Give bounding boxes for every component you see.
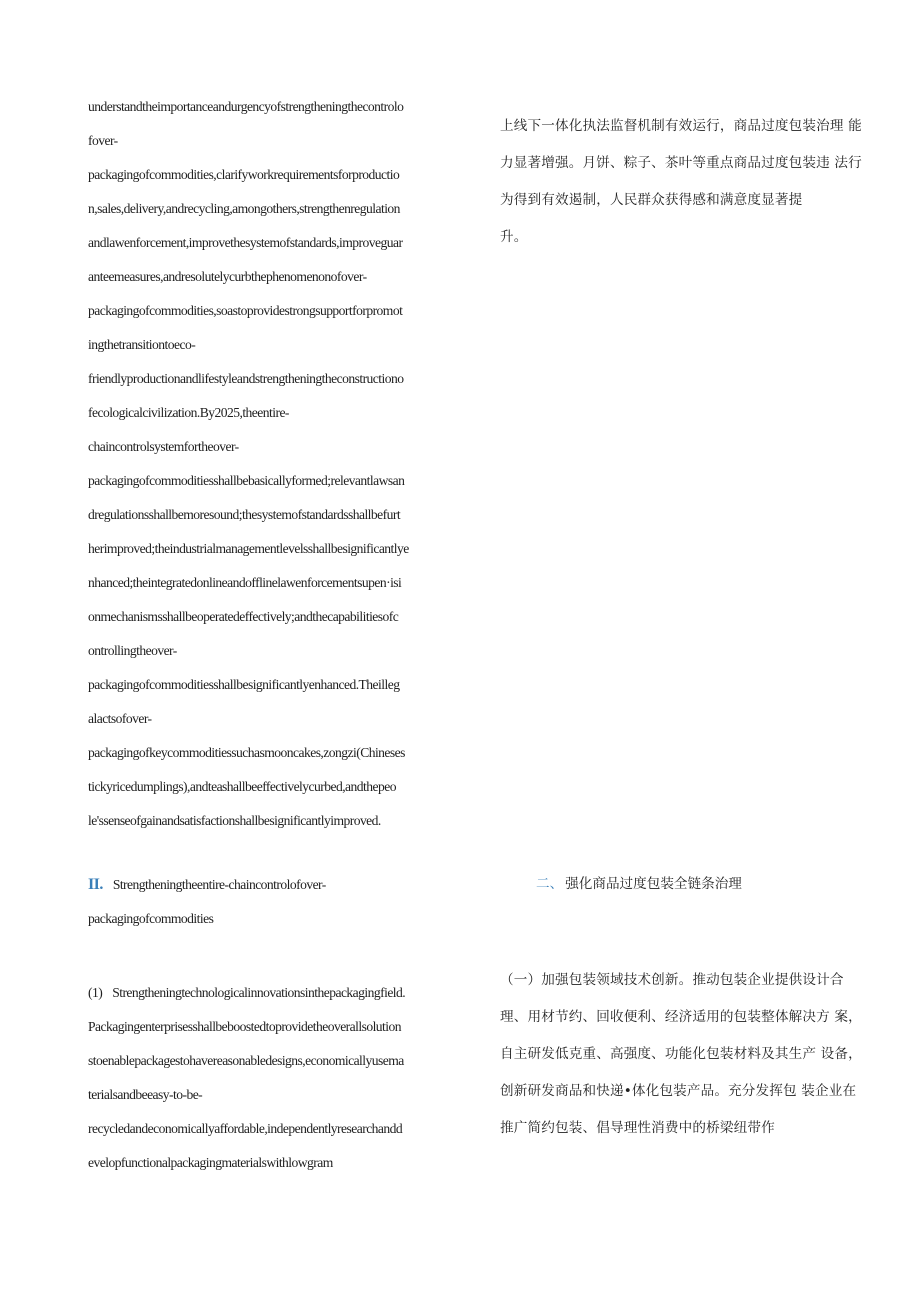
item-line: 自主研发低克重、高强度、功能化包装材料及其生产 设备， bbox=[500, 1046, 862, 1062]
text-line: ontrollingtheover- bbox=[88, 643, 177, 658]
text-line: le'ssenseofgainandsatisfactionshallbesignificantlyimproved. bbox=[88, 813, 381, 828]
text-line: 上线下一体化执法监督机制有效运行，商品过度包装治理 能 bbox=[500, 118, 862, 134]
item-line: Packagingenterprisesshallbeboostedtoprovidetheoverallsolution bbox=[88, 1019, 402, 1034]
section-number: II. bbox=[88, 876, 103, 893]
text-line: alactsofover- bbox=[88, 711, 152, 726]
text-line: n,sales,delivery,andrecycling,amongothers,strengthenregulation bbox=[88, 201, 400, 216]
chinese-item-paragraph bbox=[500, 962, 862, 1147]
heading-line bbox=[88, 868, 326, 902]
item-line: 推广简约包装、倡导理性消费中的桥梁纽带作 bbox=[500, 1120, 775, 1136]
text-line: 为得到有效遏制，人民群众获得感和满意度显著提 bbox=[500, 192, 803, 208]
chinese-section-heading bbox=[536, 866, 742, 902]
item-line: （一）加强包装领域技术创新。推动包装企业提供设计合 bbox=[500, 972, 844, 988]
item-line: 理、用材节约、回收便利、经济适用的包装整体解决方 案， bbox=[500, 1009, 862, 1025]
text-line: andlawenforcement,improvethesystemofstandards,improveguar bbox=[88, 235, 403, 250]
text-line: chaincontrolsystemfortheover- bbox=[88, 439, 239, 454]
item-text: Strengtheningtechnologicalinnovationsinthepackagingfield. bbox=[112, 985, 406, 1000]
item-line: evelopfunctionalpackagingmaterialswithlowgram bbox=[88, 1155, 333, 1170]
text-line: packagingofcommodities,clarifyworkrequirementsforproductio bbox=[88, 167, 400, 182]
english-item-paragraph bbox=[88, 976, 405, 1180]
heading-line: packagingofcommodities bbox=[88, 911, 214, 926]
text-line: friendlyproductionandlifestyleandstrengtheningtheconstructiono bbox=[88, 371, 404, 386]
text-line: packagingofcommoditiesshallbesignificantlyenhanced.Theilleg bbox=[88, 677, 400, 692]
text-line: anteemeasures,andresolutelycurbthephenomenonofover- bbox=[88, 269, 367, 284]
text-line: packagingofcommoditiesshallbebasicallyformed;relevantlawsan bbox=[88, 473, 405, 488]
text-line: packagingofkeycommoditiessuchasmooncakes,zongzi(Chineses bbox=[88, 745, 405, 760]
text-line: fecologicalcivilization.By2025,theentire- bbox=[88, 405, 289, 420]
text-line: packagingofcommodities,soastoprovidestrongsupportforpromot bbox=[88, 303, 403, 318]
text-line: 力显著增强。月饼、粽子、茶叶等重点商品过度包装违 法行 bbox=[500, 155, 862, 171]
item-line: terialsandbeeasy-to-be- bbox=[88, 1087, 203, 1102]
text-line: 升。 bbox=[500, 229, 528, 245]
text-line: dregulationsshallbemoresound;thesystemofstandardsshallbefurt bbox=[88, 507, 401, 522]
item-line: recycledandeconomicallyaffordable,independentlyresearchandd bbox=[88, 1121, 403, 1136]
text-line: tickyricedumplings),andteashallbeeffectivelycurbed,andthepeo bbox=[88, 779, 396, 794]
item-line: stoenablepackagestohavereasonabledesigns,economicallyusema bbox=[88, 1053, 404, 1068]
section-number: 二、 bbox=[536, 876, 564, 892]
text-line: herimproved;theindustrialmanagementlevelsshallbesignificantlye bbox=[88, 541, 409, 556]
item-line bbox=[88, 976, 405, 1010]
heading-text: Strengtheningtheentire-chaincontrolofover- bbox=[112, 877, 326, 892]
item-number: (1) bbox=[88, 985, 103, 1000]
text-line: understandtheimportanceandurgencyofstrengtheningthecontrolo bbox=[88, 99, 404, 114]
english-paragraph-intro bbox=[88, 90, 409, 838]
chinese-paragraph-intro bbox=[500, 108, 862, 256]
english-section-heading bbox=[88, 868, 326, 936]
text-line: ingthetransitiontoeco- bbox=[88, 337, 196, 352]
text-line: nhanced;theintegratedonlineandofflinelawenforcementsupen·isi bbox=[88, 575, 402, 590]
item-line: 创新研发商品和快递•体化包装产品。充分发挥包 装企业在 bbox=[500, 1083, 857, 1099]
heading-text: 强化商品过度包装全链条治理 bbox=[565, 876, 742, 892]
text-line: fover- bbox=[88, 133, 118, 148]
text-line: onmechanismsshallbeoperatedeffectively;andthecapabilitiesofc bbox=[88, 609, 399, 624]
